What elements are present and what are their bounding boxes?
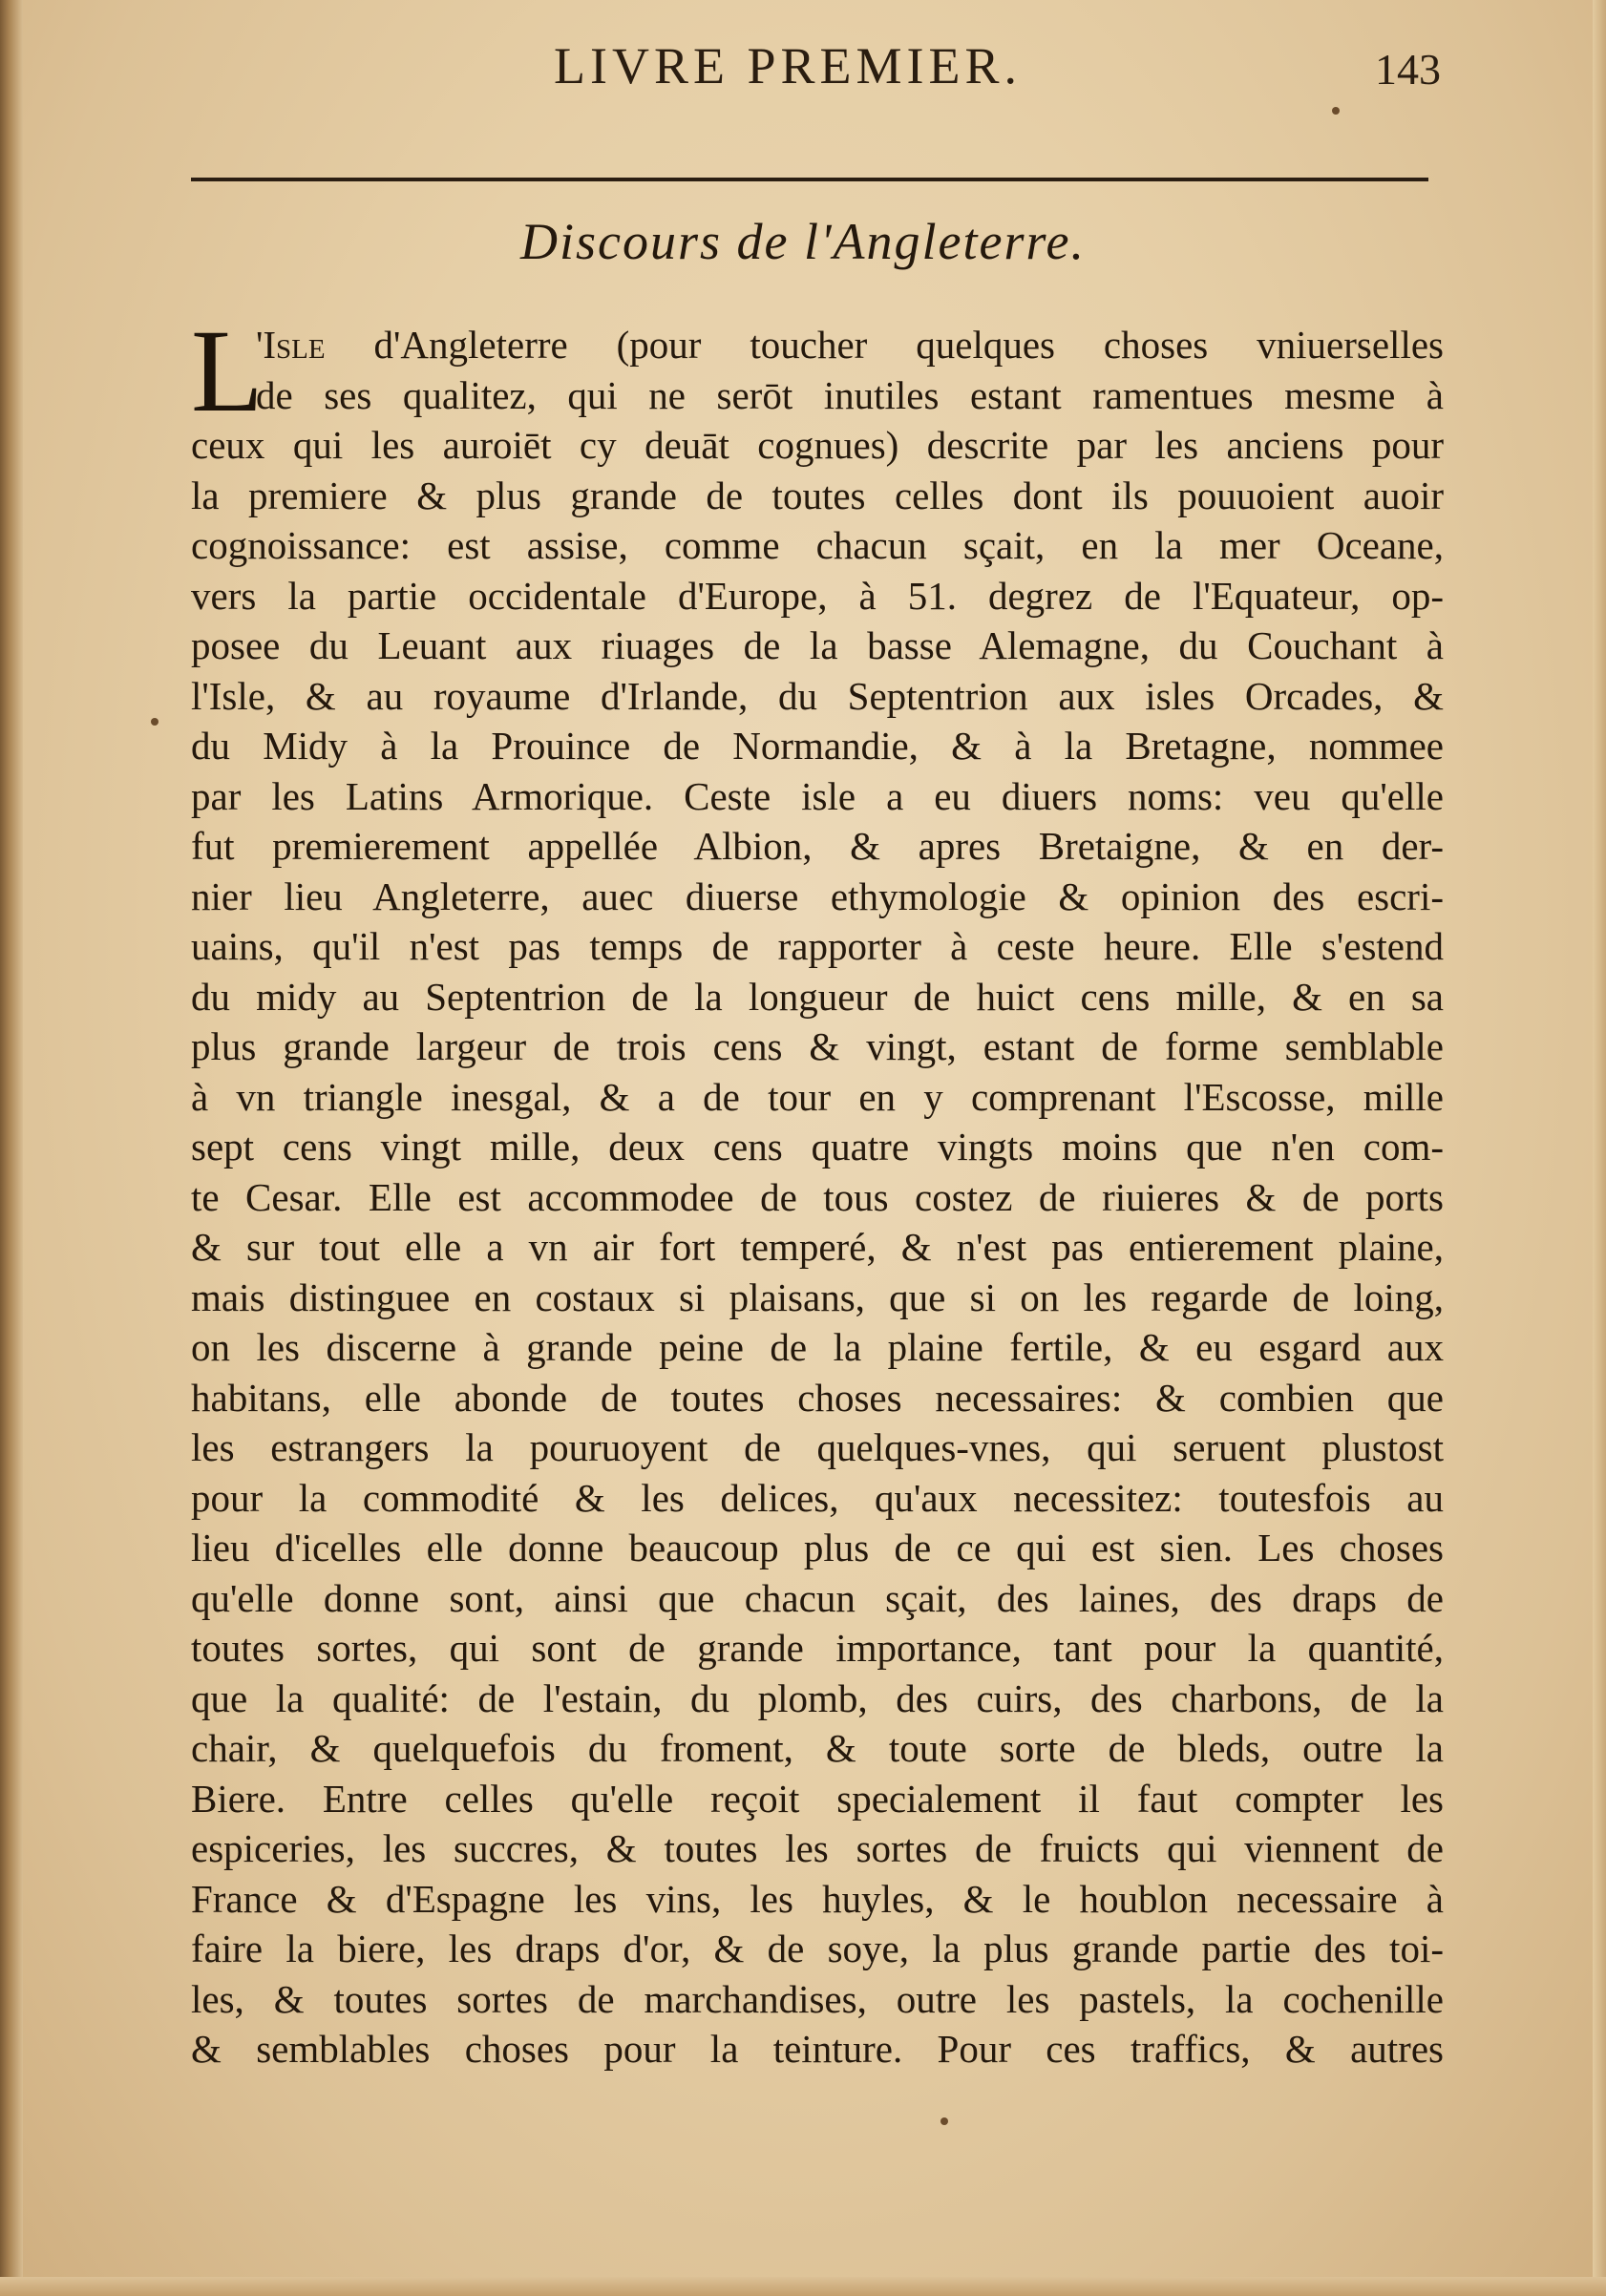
text-line: que la qualité: de l'estain, du plomb, des cuirs, des charbons, de la bbox=[191, 1675, 1444, 1720]
text-line: ceux qui les auroiēt cy deuāt cognues) descrite par les anciens pour bbox=[191, 423, 1444, 467]
text-line: l'Isle, & au royaume d'Irlande, du Septentrion aux isles Orcades, & bbox=[191, 673, 1444, 718]
text-line: pour la commodité & les delices, qu'aux necessitez: toutesfois au bbox=[191, 1475, 1444, 1520]
running-title: LIVRE PREMIER. bbox=[554, 37, 1023, 95]
page-number: 143 bbox=[1375, 45, 1441, 94]
text-line: lieu d'icelles elle donne beaucoup plus de ce qui est sien. Les choses bbox=[191, 1526, 1444, 1569]
text-line: qu'elle donne sont, ainsi que chacun sçait, des laines, des draps de bbox=[191, 1575, 1444, 1620]
text-line: vers la partie occidentale d'Europe, à 51. degrez de l'Equateur, op- bbox=[191, 573, 1444, 618]
ink-speck bbox=[940, 2117, 948, 2125]
text-line: faire la biere, les draps d'or, & de soye, la plus grande partie des toi- bbox=[191, 1927, 1444, 1970]
text-line: fut premierement appellée Albion, & apres Bretaigne, & en der- bbox=[191, 824, 1444, 868]
text-line: mais distinguee en costaux si plaisans, que si on les regarde de loing, bbox=[191, 1274, 1444, 1319]
header-rule bbox=[191, 178, 1428, 181]
text-line: du midy au Septentrion de la longueur de huict cens mille, & en sa bbox=[191, 974, 1444, 1019]
text-line: du Midy à la Prouince de Normandie, & à la Bretagne, nommee bbox=[191, 724, 1444, 768]
text-line: chair, & quelquefois du froment, & toute sorte de bleds, outre la bbox=[191, 1726, 1444, 1770]
text-line: posee du Leuant aux riuages de la basse Alemagne, du Couchant à bbox=[191, 623, 1444, 667]
ink-speck bbox=[151, 718, 158, 726]
page-right-edge bbox=[1593, 0, 1606, 2296]
text-line: plus grande largeur de trois cens & vingt, estant de forme semblable bbox=[191, 1024, 1444, 1068]
text-line: la premiere & plus grande de toutes celles dont ils pouuoient auoir bbox=[191, 473, 1444, 517]
first-word: 'Isle bbox=[256, 323, 326, 367]
page-gutter-shadow bbox=[0, 0, 23, 2296]
text-line: sept cens vingt mille, deux cens quatre vingts moins que n'en com- bbox=[191, 1125, 1444, 1169]
section-heading: Discours de l'Angleterre. bbox=[520, 213, 1086, 270]
text-line: France & d'Espagne les vins, les huyles, & le houblon necessaire à bbox=[191, 1876, 1444, 1921]
drop-cap: L bbox=[191, 305, 264, 436]
text-line: Biere. Entre celles qu'elle reçoit specialement il faut compter les bbox=[191, 1776, 1444, 1821]
ink-speck bbox=[1332, 107, 1340, 115]
text-line: & semblables choses pour la teinture. Pour ces traffics, & autres bbox=[191, 2027, 1444, 2071]
text-line: par les Latins Armorique. Ceste isle a eu diuers noms: veu qu'elle bbox=[191, 773, 1444, 818]
text-line: uains, qu'il n'est pas temps de rapporter à ceste heure. Elle s'estend bbox=[191, 924, 1444, 968]
body-text bbox=[191, 305, 1444, 2075]
text-line: cognoissance: est assise, comme chacun sçait, en la mer Oceane, bbox=[191, 523, 1444, 567]
text-line: de ses qualitez, qui ne serōt inutiles estant ramentues mesme à bbox=[256, 372, 1444, 417]
text-line: on les discerne à grande peine de la plaine fertile, & eu esgard aux bbox=[191, 1325, 1444, 1369]
text-line: te Cesar. Elle est accommodee de tous costez de riuieres & de ports bbox=[191, 1174, 1444, 1219]
text-line: toutes sortes, qui sont de grande importance, tant pour la quantité, bbox=[191, 1626, 1444, 1670]
text-line: à vn triangle inesgal, & a de tour en y comprenant l'Escosse, mille bbox=[191, 1074, 1444, 1119]
text-line: & sur tout elle a vn air fort temperé, & n'est pas entierement plaine, bbox=[191, 1225, 1444, 1269]
text-line: habitans, elle abonde de toutes choses necessaires: & combien que bbox=[191, 1375, 1444, 1420]
page-bottom-edge bbox=[0, 2277, 1606, 2296]
text-line: les, & toutes sortes de marchandises, outre les pastels, la cochenille bbox=[191, 1976, 1444, 2021]
text-line: 'Isle d'Angleterre (pour toucher quelques choses vniuerselles bbox=[256, 323, 1444, 367]
text-line: nier lieu Angleterre, auec diuerse ethymologie & opinion des escri- bbox=[191, 874, 1444, 918]
text-line: les estrangers la pouruoyent de quelques-vnes, qui seruent plustost bbox=[191, 1425, 1444, 1469]
text-line: espiceries, les succres, & toutes les sortes de fruicts qui viennent de bbox=[191, 1826, 1444, 1870]
